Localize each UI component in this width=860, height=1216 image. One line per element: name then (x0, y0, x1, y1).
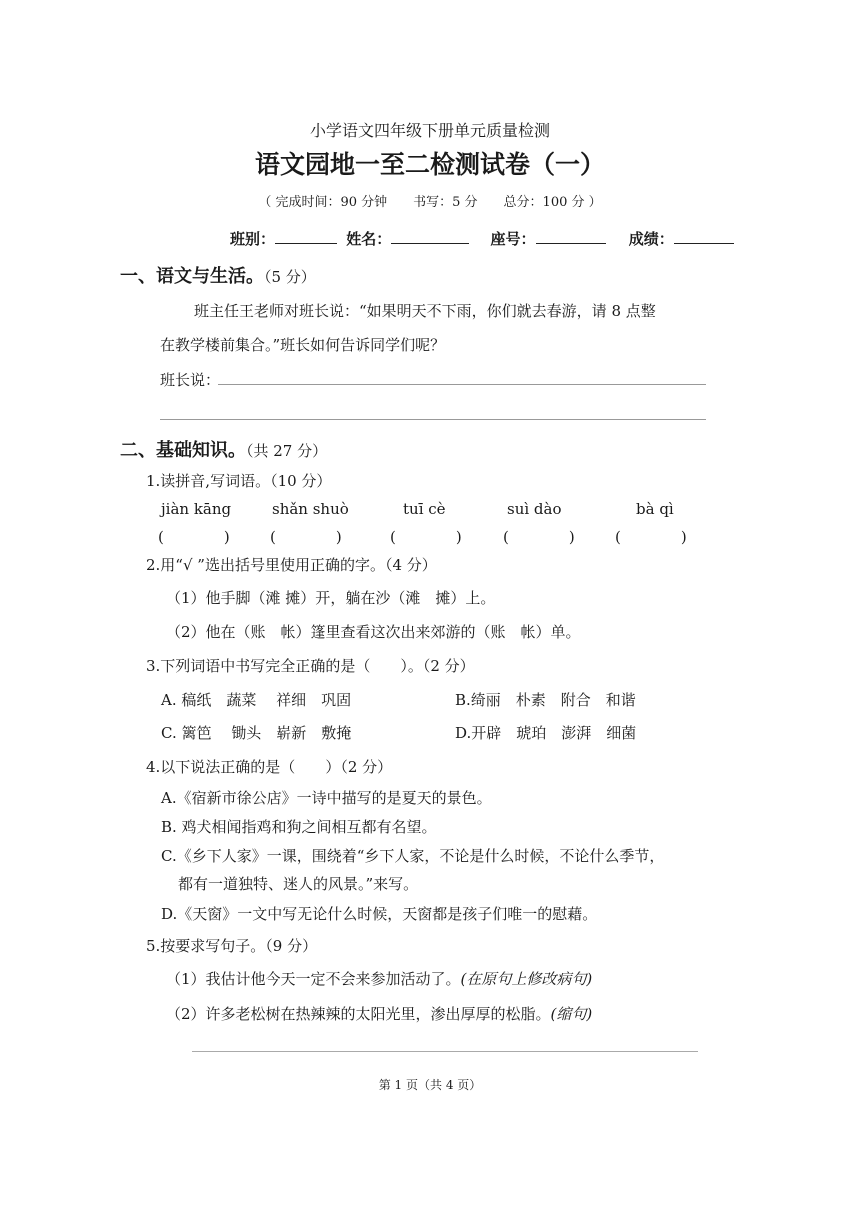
q2-title: 2.用“√ ”选出括号里使用正确的字。（4 分） (146, 556, 437, 574)
q3-option-d: D.开辟 琥珀 澎湃 细菌 (455, 724, 637, 742)
class-blank[interactable] (275, 229, 337, 244)
section1-points: （5 分） (264, 268, 316, 286)
q5-item-2-requirement: (缩句) (550, 1005, 593, 1023)
exam-title: 语文园地一至二检测试卷（一） (254, 150, 605, 179)
seat-blank[interactable] (536, 229, 606, 244)
section1-para-line2: 在教学楼前集合。”班长如何告诉同学们呢？ (160, 336, 446, 354)
page-footer: 第 1 页（共 4 页） (378, 1078, 482, 1092)
student-fields (230, 228, 734, 249)
score-label: 成绩： (628, 230, 674, 248)
q5-answer-line[interactable] (192, 1051, 698, 1052)
q1-answer-bracket-5[interactable]: ( ) (615, 528, 687, 546)
section1-answer-label: 班长说： (160, 371, 221, 389)
q4-option-b: B. 鸡犬相闻指鸡和狗之间相互都有名望。 (161, 818, 437, 836)
q1-title: 1.读拼音,写词语。（10 分） (146, 472, 332, 490)
section1-heading-text: 一、语文与生活。 (120, 266, 264, 287)
q2-item-1: （1）他手脚（滩 摊）开，躺在沙（滩 摊）上。 (166, 589, 496, 607)
q5-item-1-requirement: (在原句上修改病句) (460, 970, 593, 988)
q5-item-1-text: （1）我估计他今天一定不会来参加活动了。 (166, 970, 461, 988)
q3-option-c: C. 篱笆 锄头 崭新 敷掩 (161, 724, 352, 742)
q4-option-c: C.《乡下人家》一课，围绕着“乡下人家，不论是什么时候，不论什么季节， (161, 847, 665, 865)
q4-option-c-cont: 都有一道独特、迷人的风景。”来写。 (178, 875, 419, 893)
score-blank[interactable] (674, 229, 734, 244)
q4-option-d: D.《天窗》一文中写无论什么时候，天窗都是孩子们唯一的慰藉。 (161, 905, 598, 923)
q1-answer-bracket-2[interactable]: ( ) (270, 528, 342, 546)
q1-pinyin-1: jiàn kāng (161, 500, 232, 518)
q1-answer-bracket-1[interactable]: ( ) (158, 528, 230, 546)
q1-answer-bracket-4[interactable]: ( ) (503, 528, 575, 546)
q2-item-2: （2）他在（账 帐）篷里查看这次出来郊游的（账 帐）单。 (166, 623, 581, 641)
q3-option-a: A. 稿纸 蔬菜 祥细 巩固 (161, 691, 352, 709)
q5-item-2 (166, 1003, 592, 1024)
class-label: 班别： (230, 230, 276, 248)
q5-item-2-text: （2）许多老松树在热辣辣的太阳光里，渗出厚厚的松脂。 (166, 1005, 551, 1023)
q5-item-1 (166, 968, 592, 989)
q1-pinyin-5: bà qì (636, 500, 674, 518)
q1-pinyin-2: shǎn shuò (272, 500, 349, 518)
answer-line-1[interactable] (218, 384, 706, 385)
answer-line-2[interactable] (160, 419, 706, 420)
q3-option-b: B.绮丽 朴素 附合 和谐 (455, 691, 636, 709)
q4-title: 4.以下说法正确的是（ ）（2 分） (146, 758, 393, 776)
section2-heading-text: 二、基础知识。 (120, 440, 246, 461)
name-label: 姓名： (346, 230, 392, 248)
section2-points: （共 27 分） (246, 442, 328, 460)
q3-title: 3.下列词语中书写完全正确的是（ ）。（2 分） (146, 657, 475, 675)
q1-pinyin-3: tuī cè (403, 500, 446, 518)
q5-title: 5.按要求写句子。（9 分） (146, 937, 318, 955)
section1-para-line1: 班主任王老师对班长说：“如果明天不下雨，你们就去春游，请 8 点整 (194, 302, 656, 320)
section1-heading (120, 262, 316, 288)
q1-answer-bracket-3[interactable]: ( ) (390, 528, 462, 546)
section2-heading (120, 436, 327, 462)
exam-info: （ 完成时间：90 分钟 书写：5 分 总分：100 分 ） (258, 195, 602, 210)
q4-option-a: A.《宿新市徐公店》一诗中描写的是夏天的景色。 (161, 789, 492, 807)
seat-label: 座号： (490, 230, 536, 248)
exam-subtitle: 小学语文四年级下册单元质量检测 (309, 121, 550, 140)
q1-pinyin-4: suì dào (507, 500, 562, 518)
name-blank[interactable] (391, 229, 469, 244)
